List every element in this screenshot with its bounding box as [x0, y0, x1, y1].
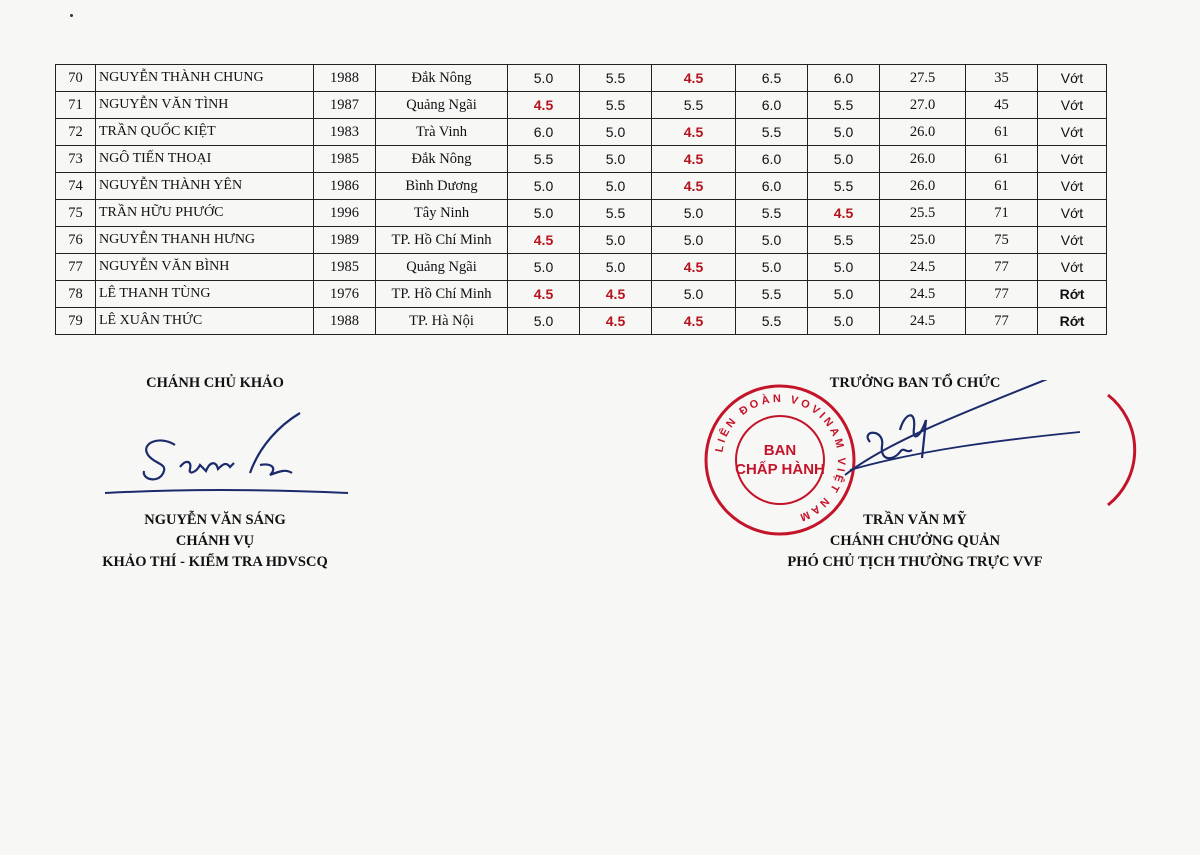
cell-province: Đắk Nông: [376, 146, 508, 173]
cell-s5: 6.0: [808, 65, 880, 92]
cell-s1: 4.5: [508, 92, 580, 119]
seal-line-1: BAN: [763, 442, 797, 459]
table-row: [56, 281, 1107, 308]
cell-name: TRẦN HỮU PHƯỚC: [96, 200, 314, 227]
cell-year: 1986: [314, 173, 376, 200]
cell-name: NGUYỄN VĂN TÌNH: [96, 92, 314, 119]
cell-s4: 5.5: [736, 308, 808, 335]
cell-no: 77: [56, 254, 96, 281]
cell-s4: 6.5: [736, 65, 808, 92]
cell-s2: 4.5: [580, 308, 652, 335]
cell-year: 1988: [314, 308, 376, 335]
right-signatory-name: TRẦN VĂN MỸ: [863, 512, 967, 528]
cell-province: Quảng Ngãi: [376, 254, 508, 281]
cell-s4: 5.0: [736, 254, 808, 281]
cell-province: Quảng Ngãi: [376, 92, 508, 119]
cell-name: LÊ THANH TÙNG: [96, 281, 314, 308]
cell-year: 1989: [314, 227, 376, 254]
table-row: [56, 254, 1107, 281]
cell-no: 74: [56, 173, 96, 200]
cell-s2: 5.0: [580, 227, 652, 254]
cell-no: 70: [56, 65, 96, 92]
cell-s2: 5.5: [580, 200, 652, 227]
cell-year: 1988: [314, 65, 376, 92]
cell-s3: 4.5: [652, 146, 736, 173]
cell-province: TP. Hà Nội: [376, 308, 508, 335]
table-row: [56, 173, 1107, 200]
cell-s3: 5.0: [652, 227, 736, 254]
cell-year: 1985: [314, 254, 376, 281]
cell-province: Đắk Nông: [376, 65, 508, 92]
cell-name: NGUYỄN THANH HƯNG: [96, 227, 314, 254]
cell-rank: 45: [966, 92, 1038, 119]
cell-result: Vớt: [1038, 173, 1107, 200]
cell-total: 27.0: [880, 92, 966, 119]
cell-s4: 6.0: [736, 92, 808, 119]
cell-rank: 71: [966, 200, 1038, 227]
cell-s3: 4.5: [652, 119, 736, 146]
right-signatory-title-2: PHÓ CHỦ TỊCH THƯỜNG TRỰC VVF: [787, 554, 1043, 570]
cell-no: 79: [56, 308, 96, 335]
cell-s3: 5.0: [652, 281, 736, 308]
cell-s3: 4.5: [652, 65, 736, 92]
cell-s1: 4.5: [508, 227, 580, 254]
cell-s4: 6.0: [736, 173, 808, 200]
cell-s4: 5.5: [736, 200, 808, 227]
cell-province: Tây Ninh: [376, 200, 508, 227]
cell-s1: 4.5: [508, 281, 580, 308]
cell-s1: 5.5: [508, 146, 580, 173]
cell-year: 1976: [314, 281, 376, 308]
scan-speck: [70, 14, 73, 17]
cell-s5: 5.0: [808, 281, 880, 308]
cell-year: 1983: [314, 119, 376, 146]
cell-no: 73: [56, 146, 96, 173]
left-signatory-title-1: CHÁNH VỤ: [175, 533, 255, 549]
cell-result: Rớt: [1038, 281, 1107, 308]
table-row: [56, 65, 1107, 92]
results-table: [55, 64, 1107, 335]
cell-s2: 5.0: [580, 146, 652, 173]
cell-name: NGUYỄN VĂN BÌNH: [96, 254, 314, 281]
cell-province: TP. Hồ Chí Minh: [376, 227, 508, 254]
cell-total: 24.5: [880, 308, 966, 335]
cell-rank: 35: [966, 65, 1038, 92]
cell-s3: 5.5: [652, 92, 736, 119]
cell-name: TRẦN QUỐC KIỆT: [96, 119, 314, 146]
cell-s5: 5.0: [808, 119, 880, 146]
cell-result: Vớt: [1038, 92, 1107, 119]
right-signatory-details: [740, 510, 1090, 573]
cell-result: Vớt: [1038, 119, 1107, 146]
cell-s3: 4.5: [652, 173, 736, 200]
cell-s4: 5.5: [736, 281, 808, 308]
cell-no: 76: [56, 227, 96, 254]
table-row: [56, 227, 1107, 254]
cell-total: 26.0: [880, 173, 966, 200]
cell-result: Vớt: [1038, 65, 1107, 92]
cell-rank: 61: [966, 146, 1038, 173]
cell-rank: 77: [966, 254, 1038, 281]
table-row: [56, 119, 1107, 146]
cell-s4: 5.5: [736, 119, 808, 146]
cell-name: NGUYỄN THÀNH YÊN: [96, 173, 314, 200]
cell-s2: 5.5: [580, 92, 652, 119]
table-row: [56, 146, 1107, 173]
cell-no: 72: [56, 119, 96, 146]
cell-s1: 5.0: [508, 254, 580, 281]
cell-total: 25.5: [880, 200, 966, 227]
cell-s3: 4.5: [652, 308, 736, 335]
seal-line-2: CHẤP HÀNH: [735, 461, 825, 478]
left-signatory-details: [70, 510, 360, 573]
cell-s5: 4.5: [808, 200, 880, 227]
cell-total: 27.5: [880, 65, 966, 92]
cell-no: 71: [56, 92, 96, 119]
cell-s5: 5.5: [808, 92, 880, 119]
cell-total: 24.5: [880, 254, 966, 281]
cell-s1: 5.0: [508, 308, 580, 335]
left-signatory-name: NGUYỄN VĂN SÁNG: [144, 512, 286, 528]
cell-total: 26.0: [880, 119, 966, 146]
cell-province: Bình Dương: [376, 173, 508, 200]
cell-total: 25.0: [880, 227, 966, 254]
cell-s1: 5.0: [508, 173, 580, 200]
cell-rank: 61: [966, 119, 1038, 146]
cell-result: Vớt: [1038, 146, 1107, 173]
left-signatory-heading: CHÁNH CHỦ KHẢO: [146, 375, 284, 391]
cell-s5: 5.0: [808, 254, 880, 281]
cell-s2: 5.0: [580, 254, 652, 281]
cell-result: Vớt: [1038, 200, 1107, 227]
results-table-body: [56, 65, 1107, 335]
cell-s1: 5.0: [508, 65, 580, 92]
cell-s5: 5.5: [808, 227, 880, 254]
cell-s2: 4.5: [580, 281, 652, 308]
cell-rank: 61: [966, 173, 1038, 200]
cell-rank: 75: [966, 227, 1038, 254]
seal-ring-text: LIÊN ĐOÀN VOVINAM VIỆT NAM: [713, 392, 848, 525]
cell-s4: 5.0: [736, 227, 808, 254]
cell-name: NGUYỄN THÀNH CHUNG: [96, 65, 314, 92]
cell-s2: 5.0: [580, 173, 652, 200]
cell-name: LÊ XUÂN THỨC: [96, 308, 314, 335]
cell-year: 1985: [314, 146, 376, 173]
right-signatory-heading: TRƯỞNG BAN TỔ CHỨC: [829, 375, 1001, 391]
cell-s2: 5.0: [580, 119, 652, 146]
cell-s5: 5.0: [808, 308, 880, 335]
cell-province: Trà Vinh: [376, 119, 508, 146]
cell-s1: 6.0: [508, 119, 580, 146]
right-signature-icon: [830, 380, 1090, 500]
cell-s3: 5.0: [652, 200, 736, 227]
cell-total: 26.0: [880, 146, 966, 173]
cell-result: Vớt: [1038, 254, 1107, 281]
cell-year: 1987: [314, 92, 376, 119]
table-row: [56, 200, 1107, 227]
right-signatory-title-1: CHÁNH CHƯỞNG QUẢN: [829, 533, 1001, 549]
cell-s5: 5.0: [808, 146, 880, 173]
cell-s1: 5.0: [508, 200, 580, 227]
cell-no: 75: [56, 200, 96, 227]
partial-seal-icon: [1100, 385, 1150, 515]
cell-no: 78: [56, 281, 96, 308]
table-row: [56, 92, 1107, 119]
left-signatory-title-2: KHẢO THÍ - KIỂM TRA HDVSCQ: [102, 554, 328, 570]
cell-rank: 77: [966, 281, 1038, 308]
cell-rank: 77: [966, 308, 1038, 335]
cell-s4: 6.0: [736, 146, 808, 173]
cell-total: 24.5: [880, 281, 966, 308]
left-signature-icon: [100, 405, 360, 505]
cell-province: TP. Hồ Chí Minh: [376, 281, 508, 308]
cell-result: Vớt: [1038, 227, 1107, 254]
cell-name: NGÔ TIẾN THOẠI: [96, 146, 314, 173]
cell-s2: 5.5: [580, 65, 652, 92]
cell-s5: 5.5: [808, 173, 880, 200]
cell-s3: 4.5: [652, 254, 736, 281]
cell-result: Rớt: [1038, 308, 1107, 335]
table-row: [56, 308, 1107, 335]
cell-year: 1996: [314, 200, 376, 227]
